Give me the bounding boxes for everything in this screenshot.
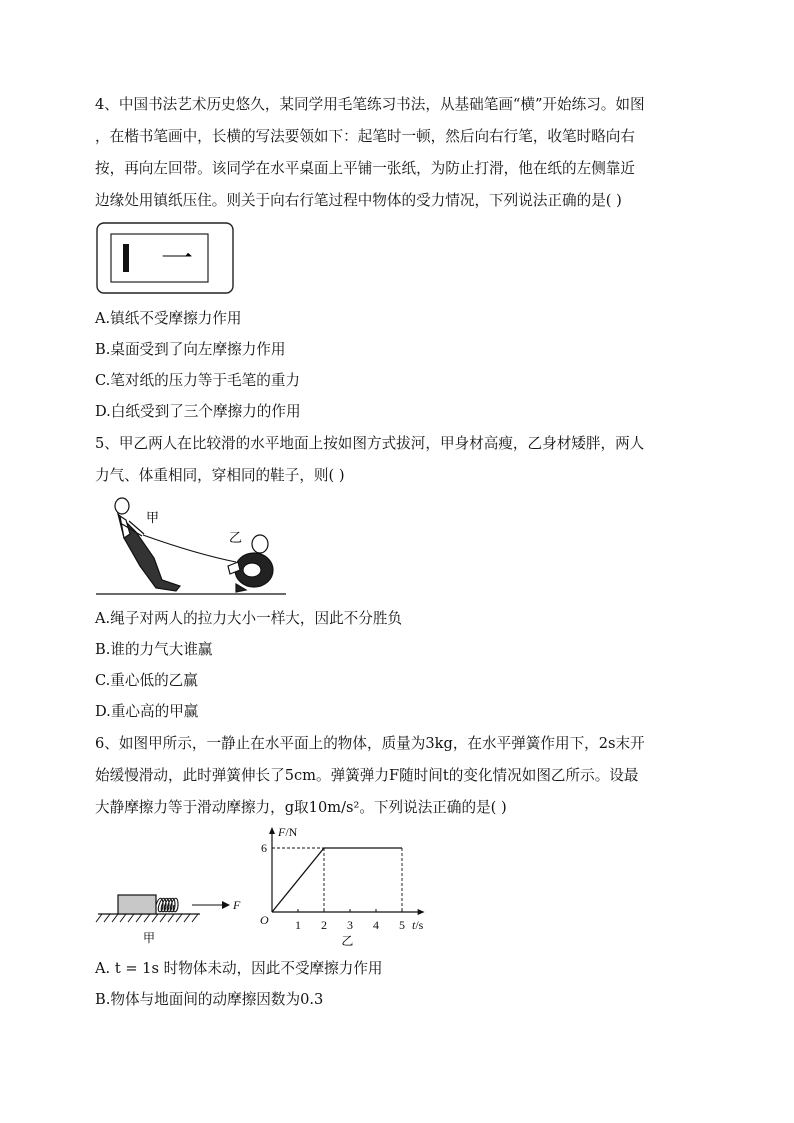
q5-tug-of-war-figure [96, 494, 286, 598]
origin-label: O [260, 913, 269, 927]
label-jia: 甲 [146, 511, 160, 526]
q4-option-c: C.笔对纸的压力等于毛笔的重力 [95, 372, 301, 389]
x-tick-label: 5 [399, 918, 405, 932]
q6-block-spring-figure [96, 890, 256, 946]
caption-yi: 乙 [341, 934, 354, 948]
y-axis-label: F/N [278, 825, 298, 839]
q5-option-d: D.重心高的甲赢 [95, 703, 199, 720]
series-line-F [272, 848, 402, 912]
x-tick-label: 4 [373, 918, 379, 932]
floor-hatch [96, 914, 198, 922]
label-yi: 乙 [229, 531, 243, 546]
rope [143, 535, 236, 562]
caption-jia: 甲 [142, 931, 156, 945]
x-tick-label: 1 [295, 918, 301, 932]
q5-option-c: C.重心低的乙赢 [95, 672, 198, 689]
stroke-character: 一 [160, 239, 194, 277]
q4-text-line-4: 边缘处用镇纸压住。则关于向右行笔过程中物体的受力情况，下列说法正确的是( ) [95, 192, 622, 209]
q5-text-line-2: 力气、体重相同，穿相同的鞋子，则( ) [95, 467, 345, 484]
q6-force-time-chart [252, 826, 442, 948]
x-axis-label: t/s [412, 918, 424, 932]
q4-option-b: B.桌面受到了向左摩擦力作用 [95, 341, 286, 358]
x-axis-arrow [418, 909, 425, 915]
q4-text-line-1: 4、中国书法艺术历史悠久，某同学用毛笔练习书法，从基础笔画“横”开始练习。如图 [95, 96, 645, 113]
q6-text-line-2: 始缓慢滑动，此时弹簧伸长了5cm。弹簧弹力F随时间t的变化情况如图乙所示。设最 [95, 767, 639, 784]
force-label: F [233, 898, 241, 912]
q4-text-line-2: ，在楷书笔画中，长横的写法要领如下：起笔时一顿，然后向右行笔，收笔时略向右 [95, 128, 635, 145]
spring [156, 898, 178, 912]
q6-option-b: B.物体与地面间的动摩擦因数为0.3 [95, 991, 324, 1008]
q4-calligraphy-figure [96, 222, 236, 296]
y-tick-label: 6 [261, 841, 267, 855]
y-axis-arrow [269, 827, 275, 834]
force-arrow-head [222, 901, 230, 909]
x-tick-label: 2 [321, 918, 327, 932]
paperweight [123, 244, 129, 272]
q6-text-line-3: 大静摩擦力等于滑动摩擦力，g取10m/s²。下列说法正确的是( ) [95, 799, 507, 816]
q6-option-a: A. t = 1s 时物体未动，因此不受摩擦力作用 [95, 960, 383, 977]
q4-text-line-3: 按，再向左回带。该同学在水平桌面上平铺一张纸，为防止打滑，他在纸的左侧靠近 [95, 160, 635, 177]
q4-option-a: A.镇纸不受摩擦力作用 [95, 310, 242, 327]
x-tick-label: 3 [347, 918, 353, 932]
q5-option-a: A.绳子对两人的拉力大小一样大，因此不分胜负 [95, 610, 403, 627]
q5-text-line-1: 5、甲乙两人在比较滑的水平地面上按如图方式拔河，甲身材高瘦，乙身材矮胖，两人 [95, 435, 645, 452]
q5-option-b: B.谁的力气大谁赢 [95, 641, 213, 658]
q4-option-d: D.白纸受到了三个摩擦力的作用 [95, 403, 301, 420]
q6-text-line-1: 6、如图甲所示，一静止在水平面上的物体，质量为3kg，在水平弹簧作用下，2s末开 [95, 735, 645, 752]
block [118, 895, 156, 914]
